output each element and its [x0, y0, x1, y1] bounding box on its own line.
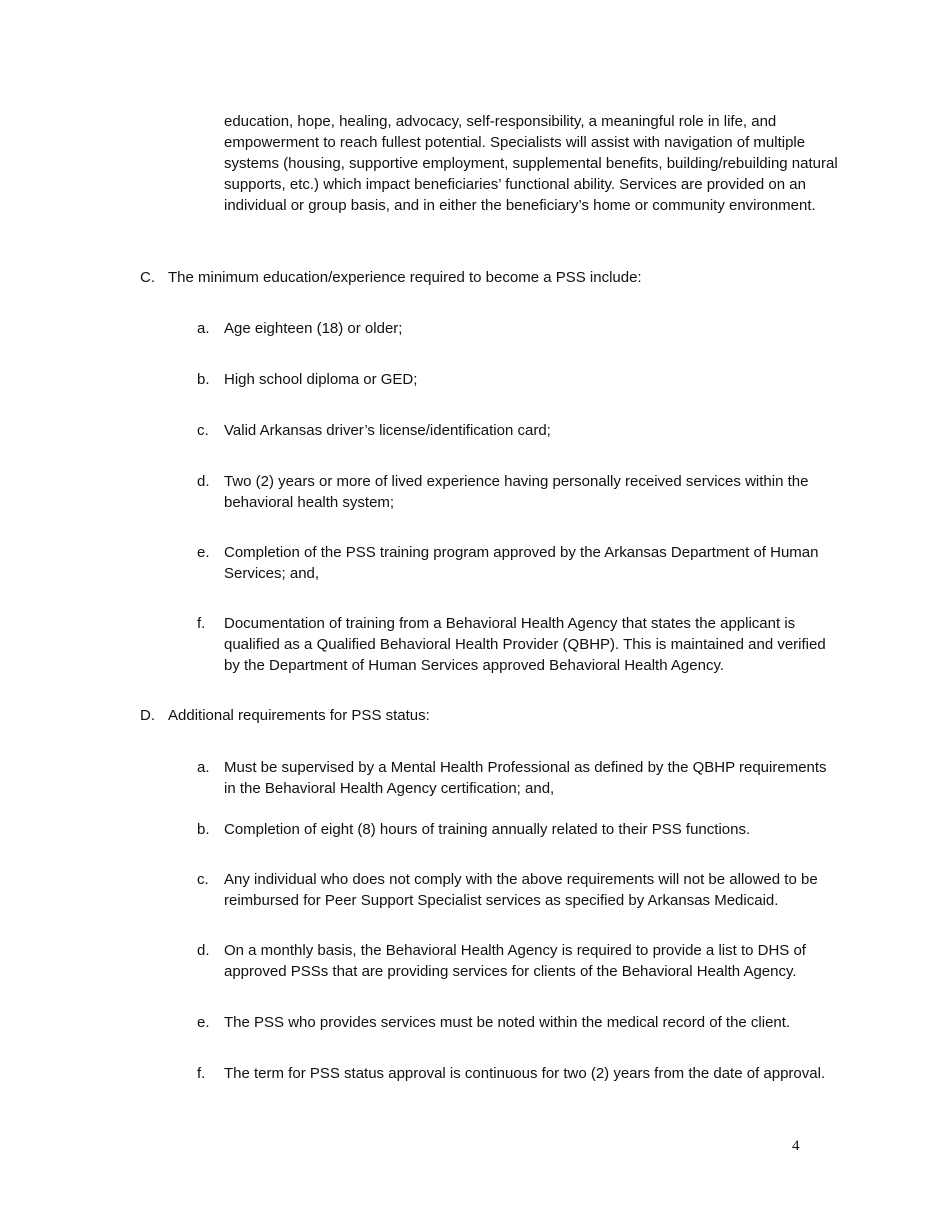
list-item [197, 318, 842, 339]
section-d-heading [140, 705, 840, 726]
list-item [197, 542, 842, 584]
list-item [197, 420, 842, 441]
list-item-letter: c. [197, 422, 209, 439]
list-item-text: High school diploma or GED; [224, 371, 418, 388]
list-item-letter: a. [197, 320, 210, 337]
list-item-text: The term for PSS status approval is continuous for two (2) years from the date of approval. [224, 1065, 826, 1082]
list-item-letter: d. [197, 473, 210, 490]
section-c-heading [140, 267, 840, 288]
list-item-text: Two (2) years or more of lived experience having personally received services within the behavioral health system; [224, 473, 809, 511]
list-item [197, 1063, 842, 1084]
list-item [197, 369, 842, 390]
list-item-letter: e. [197, 1014, 210, 1031]
list-item-text: The PSS who provides services must be noted within the medical record of the client. [224, 1014, 791, 1031]
list-item-text: Documentation of training from a Behavioral Health Agency that states the applicant is qualified as a Qualified Behavioral Health Provider (QBHP). This is maintained and verified by the Department of Human Services approved Behavioral Health Agency. [224, 615, 826, 674]
list-item-letter: e. [197, 544, 210, 561]
list-item [197, 1012, 842, 1033]
list-item-letter: f. [197, 615, 206, 632]
list-item [197, 471, 842, 513]
list-item-text: Age eighteen (18) or older; [224, 320, 403, 337]
list-item-letter: c. [197, 871, 209, 888]
list-item-letter: d. [197, 942, 210, 959]
list-item-letter: b. [197, 821, 210, 838]
list-item-text: Valid Arkansas driver’s license/identification card; [224, 422, 551, 439]
section-heading: Additional requirements for PSS status: [168, 707, 430, 724]
list-item [197, 940, 842, 982]
list-item [197, 757, 842, 799]
list-item-letter: b. [197, 371, 210, 388]
section-letter: D. [140, 707, 155, 724]
list-item [197, 613, 842, 676]
list-item-letter: f. [197, 1065, 206, 1082]
section-heading: The minimum education/experience required to become a PSS include: [168, 269, 642, 286]
list-item-text: Completion of the PSS training program approved by the Arkansas Department of Human Services; and, [224, 544, 819, 582]
intro-paragraph: education, hope, healing, advocacy, self-responsibility, a meaningful role in life, and empowerment to reach fullest potential. Specialists will assist with navigation of multiple systems (housing, supportive employment, supplemental benefits, building/rebuilding natural supports, etc.) which impact beneficiaries’ functional ability. Services are provided on an individual or group basis, and in either the beneficiary’s home or community environment. [224, 113, 838, 214]
list-item-text: On a monthly basis, the Behavioral Health Agency is required to provide a list to DHS of approved PSSs that are providing services for clients of the Behavioral Health Agency. [224, 942, 806, 980]
list-item [197, 819, 842, 840]
list-item-letter: a. [197, 759, 210, 776]
page-number: 4 [792, 1138, 800, 1154]
list-item-text: Must be supervised by a Mental Health Professional as defined by the QBHP requirements in the Behavioral Health Agency certification; and, [224, 759, 827, 797]
section-letter: C. [140, 269, 155, 286]
list-item-text: Any individual who does not comply with the above requirements will not be allowed to be reimbursed for Peer Support Specialist services as specified by Arkansas Medicaid. [224, 871, 818, 909]
list-item [197, 869, 842, 911]
list-item-text: Completion of eight (8) hours of training annually related to their PSS functions. [224, 821, 751, 838]
